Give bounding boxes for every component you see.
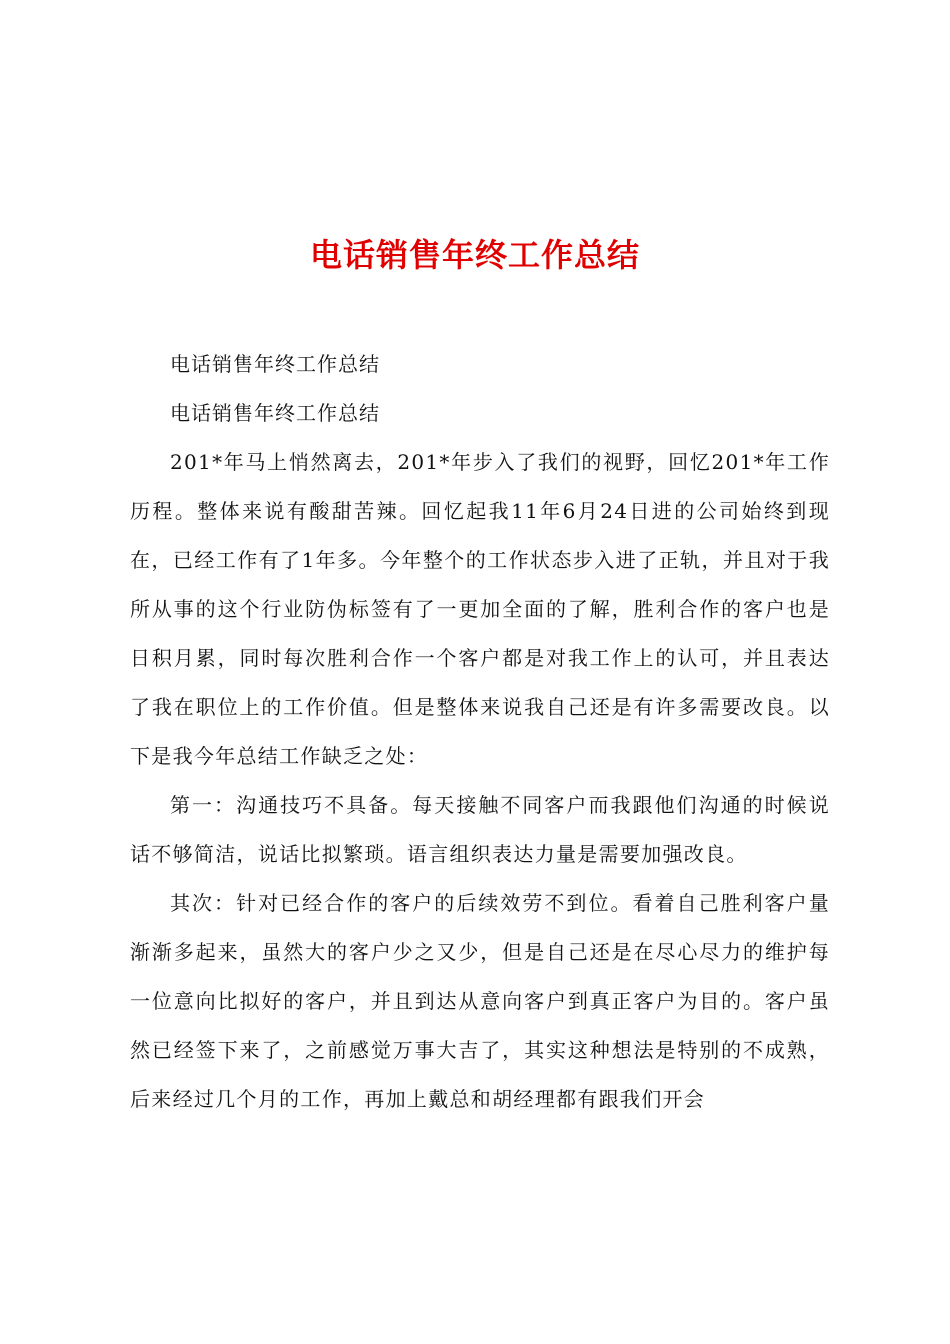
paragraph-intro: 201*年马上悄然离去，201*年步入了我们的视野，回忆201*年工作历程。整体来说有酸甜苦辣。回忆起我11年6月24日进的公司始终到现在，已经工作有了1年多。今年整个的工作状态步入进了正轨，并且对于我所从事的这个行业防伪标签有了一更加全面的了解，胜利合作的客户也是日积月累，同时每次胜利合作一个客户都是对我工作上的认可，并且表达了我在职位上的工作价值。但是整体来说我自己还是有许多需要改良。以下是我今年总结工作缺乏之处：	[130, 450, 830, 768]
paragraph-subtitle-1: 电话销售年终工作总结	[170, 352, 380, 376]
paragraph-point-1: 第一：沟通技巧不具备。每天接触不同客户而我跟他们沟通的时候说话不够简洁，说话比拟繁琐。语言组织表达力量是需要加强改良。	[130, 793, 830, 866]
document-title: 电话销售年终工作总结	[309, 236, 640, 275]
paragraph-subtitle-2: 电话销售年终工作总结	[170, 401, 380, 425]
document-body	[130, 340, 830, 1124]
paragraph-point-2: 其次：针对已经合作的客户的后续效劳不到位。看着自己胜利客户量渐渐多起来，虽然大的客户少之又少，但是自己还是在尽心尽力的维护每一位意向比拟好的客户，并且到达从意向客户到真正客户为目的。客户虽然已经签下来了，之前感觉万事大吉了，其实这种想法是特别的不成熟，后来经过几个月的工作，再加上戴总和胡经理都有跟我们开会	[130, 891, 830, 1111]
